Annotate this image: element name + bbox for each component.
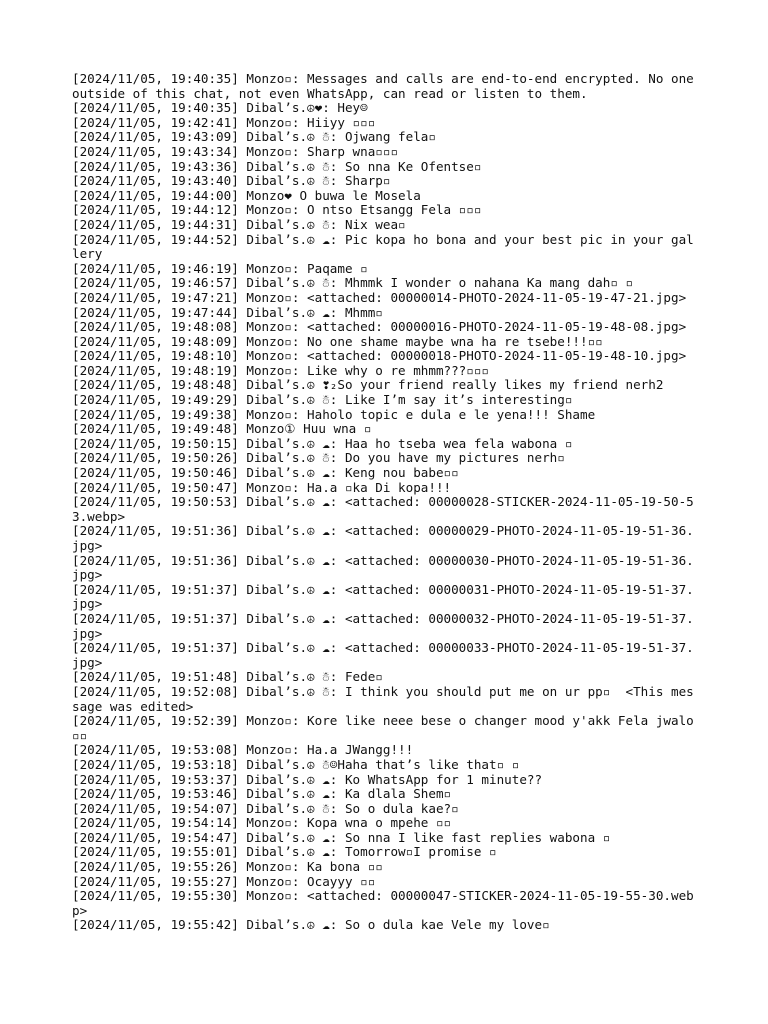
chat-message-line: [2024/11/05, 19:44:31] Dibal’s.☮ ☃: Nix wea▫ <box>72 216 406 232</box>
chat-message-line: [2024/11/05, 19:53:08] Monzo▫: Ha.a JWangg!!! <box>72 742 414 758</box>
chat-message-line: [2024/11/05, 19:51:37] Dibal’s.☮ ☁: <attached: 00000031-PHOTO-2024-11-05-19-51-37.jpg> <box>72 581 694 612</box>
chat-message-line: [2024/11/05, 19:48:48] Dibal’s.☮ ❣₂So your friend really likes my friend nerh2 <box>72 377 664 393</box>
chat-message-line: [2024/11/05, 19:44:12] Monzo▫: O ntso Etsangg Fela ▫▫▫ <box>72 202 482 218</box>
chat-message-line: [2024/11/05, 19:40:35] Dibal’s.☮❤: Hey☺ <box>72 100 368 116</box>
chat-message-line: [2024/11/05, 19:53:46] Dibal’s.☮ ☁: Ka dlala Shem▫ <box>72 786 452 802</box>
chat-message-line: [2024/11/05, 19:54:14] Monzo▫: Kopa wna o mpehe ▫▫ <box>72 815 452 831</box>
chat-message-line: [2024/11/05, 19:55:30] Monzo▫: <attached: 00000047-STICKER-2024-11-05-19-55-30.webp> <box>72 888 694 918</box>
chat-message-line: [2024/11/05, 19:51:48] Dibal’s.☮ ☃: Fede▫ <box>72 669 383 685</box>
chat-message-line: [2024/11/05, 19:43:09] Dibal’s.☮ ☃: Ojwang fela▫ <box>72 129 436 145</box>
chat-message-line: [2024/11/05, 19:49:38] Monzo▫: Haholo topic e dula e le yena!!! Shame <box>72 406 596 422</box>
chat-message-line: [2024/11/05, 19:52:39] Monzo▫: Kore like neee bese o changer mood y'akk Fela jwalo ▫▫ <box>72 713 702 743</box>
chat-message-line: [2024/11/05, 19:50:26] Dibal’s.☮ ☃: Do you have my pictures nerh▫ <box>72 450 565 466</box>
chat-message-line: [2024/11/05, 19:51:36] Dibal’s.☮ ☁: <attached: 00000029-PHOTO-2024-11-05-19-51-36.jpg> <box>72 523 694 553</box>
chat-message-line: [2024/11/05, 19:52:08] Dibal’s.☮ ☃: I think you should put me on ur pp▫ <This message was edited> <box>72 683 694 714</box>
chat-message-line: [2024/11/05, 19:50:47] Monzo▫: Ha.a ▫ka Di kopa!!! <box>72 479 452 495</box>
chat-message-line: [2024/11/05, 19:54:47] Dibal’s.☮ ☁: So nna I like fast replies wabona ▫ <box>72 829 611 845</box>
chat-message-line: [2024/11/05, 19:49:48] Monzo① Huu wna ▫ <box>72 421 372 437</box>
chat-message-line: [2024/11/05, 19:46:57] Dibal’s.☮ ☃: Mhmmk I wonder o nahana Ka mang dah▫ ▫ <box>72 275 634 291</box>
chat-message-line: [2024/11/05, 19:43:34] Monzo▫: Sharp wna▫▫▫ <box>72 143 399 159</box>
chat-message-line: [2024/11/05, 19:48:10] Monzo▫: <attached: 00000018-PHOTO-2024-11-05-19-48-10.jpg> <box>72 348 687 364</box>
chat-message-line: [2024/11/05, 19:50:46] Dibal’s.☮ ☁: Keng nou babe▫▫ <box>72 465 459 481</box>
chat-transcript <box>72 71 702 933</box>
chat-message-line: [2024/11/05, 19:51:37] Dibal’s.☮ ☁: <attached: 00000033-PHOTO-2024-11-05-19-51-37.jpg> <box>72 640 694 670</box>
chat-message-line: [2024/11/05, 19:48:08] Monzo▫: <attached: 00000016-PHOTO-2024-11-05-19-48-08.jpg> <box>72 319 687 335</box>
chat-message-line: [2024/11/05, 19:43:40] Dibal’s.☮ ☃: Sharp▫ <box>72 173 391 189</box>
chat-message-line: [2024/11/05, 19:48:19] Monzo▫: Like why o re mhmm???▫▫▫ <box>72 362 490 378</box>
chat-message-line: [2024/11/05, 19:55:26] Monzo▫: Ka bona ▫▫ <box>72 859 383 875</box>
chat-message-line: [2024/11/05, 19:43:36] Dibal’s.☮ ☃: So nna Ke Ofentse▫ <box>72 158 482 174</box>
chat-message-line: [2024/11/05, 19:54:07] Dibal’s.☮ ☃: So o dula kae?▫ <box>72 800 459 816</box>
chat-message-line: [2024/11/05, 19:55:01] Dibal’s.☮ ☁: Tomorrow▫I promise ▫ <box>72 844 497 860</box>
chat-message-line: [2024/11/05, 19:53:37] Dibal’s.☮ ☁: Ko WhatsApp for 1 minute?? <box>72 771 543 787</box>
chat-message-line: [2024/11/05, 19:40:35] Monzo▫: Messages and calls are end-to-end encrypted. No one outside of this chat, not even WhatsApp, can read or listen to them. <box>72 71 702 101</box>
chat-message-line: [2024/11/05, 19:44:52] Dibal’s.☮ ☁: Pic kopa ho bona and your best pic in your gallery <box>72 231 694 262</box>
chat-message-line: [2024/11/05, 19:50:15] Dibal’s.☮ ☁: Haa ho tseba wea fela wabona ▫ <box>72 435 573 451</box>
chat-message-line: [2024/11/05, 19:42:41] Monzo▫: Hiiyy ▫▫▫ <box>72 114 376 130</box>
chat-message-line: [2024/11/05, 19:51:37] Dibal’s.☮ ☁: <attached: 00000032-PHOTO-2024-11-05-19-51-37.jpg> <box>72 610 694 641</box>
chat-message-line: [2024/11/05, 19:48:09] Monzo▫: No one shame maybe wna ha re tsebe!!!▫▫ <box>72 333 603 349</box>
chat-message-line: [2024/11/05, 19:55:27] Monzo▫: Ocayyy ▫▫ <box>72 873 376 889</box>
chat-message-line: [2024/11/05, 19:47:21] Monzo▫: <attached: 00000014-PHOTO-2024-11-05-19-47-21.jpg> <box>72 289 687 305</box>
chat-message-line: [2024/11/05, 19:55:42] Dibal’s.☮ ☁: So o dula kae Vele my love▫ <box>72 917 550 933</box>
chat-message-line: [2024/11/05, 19:46:19] Monzo▫: Paqame ▫ <box>72 260 368 276</box>
chat-message-line: [2024/11/05, 19:47:44] Dibal’s.☮ ☁: Mhmm▫ <box>72 304 383 320</box>
chat-message-line: [2024/11/05, 19:51:36] Dibal’s.☮ ☁: <attached: 00000030-PHOTO-2024-11-05-19-51-36.jpg> <box>72 552 694 583</box>
chat-message-line: [2024/11/05, 19:50:53] Dibal’s.☮ ☁: <attached: 00000028-STICKER-2024-11-05-19-50-53.webp> <box>72 494 694 524</box>
chat-message-line: [2024/11/05, 19:49:29] Dibal’s.☮ ☃: Like I’m say it’s interesting▫ <box>72 392 573 408</box>
chat-message-line: [2024/11/05, 19:44:00] Monzo❤ O buwa le Mosela <box>72 187 421 203</box>
chat-message-line: [2024/11/05, 19:53:18] Dibal’s.☮ ☃☺Haha that’s like that▫ ▫ <box>72 756 520 772</box>
